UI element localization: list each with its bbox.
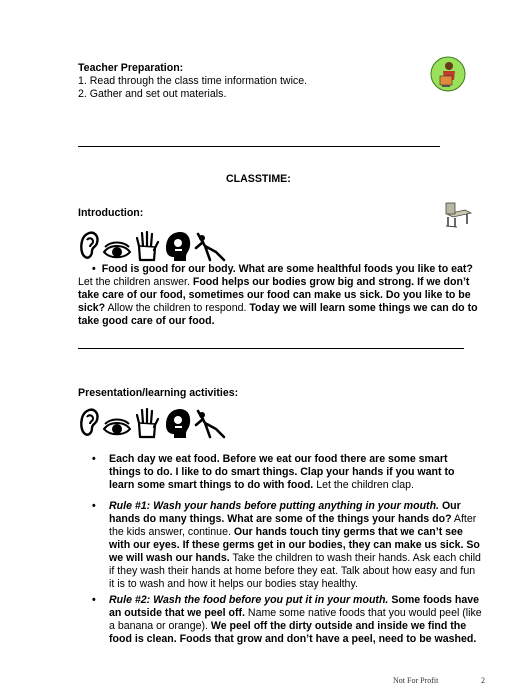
divider-1 bbox=[78, 146, 440, 147]
footer-text: Not For Profit bbox=[393, 676, 439, 685]
bullet-2-normal-2: Take the children to wash their hands. Ask each child if they wash their hands at home before they eat. Talk about how easy and fun it is to wash and how it helps our bodies stay healthy. bbox=[109, 552, 481, 590]
bullet-2-normal-1: After the kids answer, continue. bbox=[109, 513, 477, 538]
rule-2-heading: Rule #2: Wash the food before you put it in your mouth. bbox=[109, 594, 389, 606]
intro-normal-2: Allow the children to respond. bbox=[105, 302, 250, 314]
head-icon bbox=[162, 407, 192, 439]
head-icon bbox=[162, 230, 192, 262]
senses-icon-row-presentation bbox=[78, 407, 226, 439]
bullet-3-normal-1: Name some native foods that you would peel (like a banana or orange). bbox=[109, 607, 482, 632]
ear-icon bbox=[78, 230, 100, 262]
prep-item-2: 2. Gather and set out materials. bbox=[78, 88, 227, 100]
intro-title: Introduction: bbox=[78, 207, 144, 219]
bullet-3-bold-2: We peel off the dirty outside and inside we find the food is clean. Foods that grow and don’t have a peel, need to be washed. bbox=[109, 620, 477, 645]
bullet-3-bold-1: Some foods have an outside that we peel off. bbox=[109, 594, 480, 619]
classtime-heading: CLASSTIME: bbox=[226, 173, 291, 185]
intro-bold-2: Food helps our bodies grow big and strong. If we don’t take care of our food, sometimes our food can make us sick. Do you like to be sick? bbox=[78, 276, 471, 314]
teacher-at-lectern-icon bbox=[430, 56, 466, 96]
presentation-title: Presentation/learning activities: bbox=[78, 387, 239, 399]
ear-icon bbox=[78, 407, 100, 439]
divider-2 bbox=[78, 348, 464, 349]
hand-icon bbox=[134, 407, 160, 439]
bullet-1-normal: Let the children clap. bbox=[313, 479, 414, 491]
prep-title: Teacher Preparation: bbox=[78, 62, 184, 74]
intro-paragraph: • Food is good for our body. What are some healthful foods you like to eat? Let the children answer. Food helps our bodies grow big and strong. If we don’t take care of our food, sometimes our food can make us sick. Do you like to be sick? Allow the children to respond. Today we will learn some things we can do to take good care of our food. bbox=[78, 263, 478, 327]
senses-icon-row-intro bbox=[78, 230, 226, 262]
school-desk-icon bbox=[443, 200, 473, 232]
bullet-1-bold: Each day we eat food. Before we eat our food there are some smart things to do. I like to do smart things. Clap your hands if you want to learn some smart things to do with food. bbox=[109, 453, 455, 491]
intro-bold-1: Food is good for our body. What are some healthful foods you like to eat? bbox=[101, 263, 473, 275]
rule-1-heading: Rule #1: Wash your hands before putting anything in your mouth. bbox=[109, 500, 439, 512]
stretching-person-icon bbox=[194, 232, 226, 262]
presentation-bullet-3: • Rule #2: Wash the food before you put it in your mouth. Some foods have an outside that we peel off. Name some native foods that you would peel (like a banana or orange). We peel off the dirty outside and inside we find the food is clean. Foods that grow and don’t have a peel, need to be washed. bbox=[92, 594, 482, 645]
presentation-bullet-2: • Rule #1: Wash your hands before putting anything in your mouth. Our hands do many things. What are some of the things your hands do? After the kids answer, continue. Our hands touch tiny germs that we can’t see with our eyes. If these germs get in our bodies, they can make us sick. So we will wash our hands. Take the children to wash their hands. Ask each child if they wash their hands at home before they eat. Talk about how easy and fun it is to wash and how it helps our bodies stay healthy. bbox=[92, 500, 481, 590]
hand-icon bbox=[134, 230, 160, 262]
prep-item-1: 1. Read through the class time information twice. bbox=[78, 75, 308, 87]
eye-icon bbox=[102, 417, 132, 439]
intro-bold-3: Today we will learn some things we can do to take good care of our food. bbox=[78, 302, 478, 327]
page-number: 2 bbox=[481, 676, 485, 685]
bullet-2-bold-1: Our hands do many things. What are some of the things your hands do? bbox=[109, 500, 461, 525]
bullet-2-bold-2: Our hands touch tiny germs that we can’t see with our eyes. If these germs get in our bodies, they can make us sick. So we will wash our hands. bbox=[109, 526, 480, 564]
eye-icon bbox=[102, 240, 132, 262]
stretching-person-icon bbox=[194, 409, 226, 439]
intro-normal-1: Let the children answer. bbox=[78, 276, 193, 288]
presentation-bullet-1: • Each day we eat food. Before we eat our food there are some smart things to do. I like to do smart things. Clap your hands if you want to learn some smart things to do with food. Let the children clap. bbox=[92, 453, 455, 491]
